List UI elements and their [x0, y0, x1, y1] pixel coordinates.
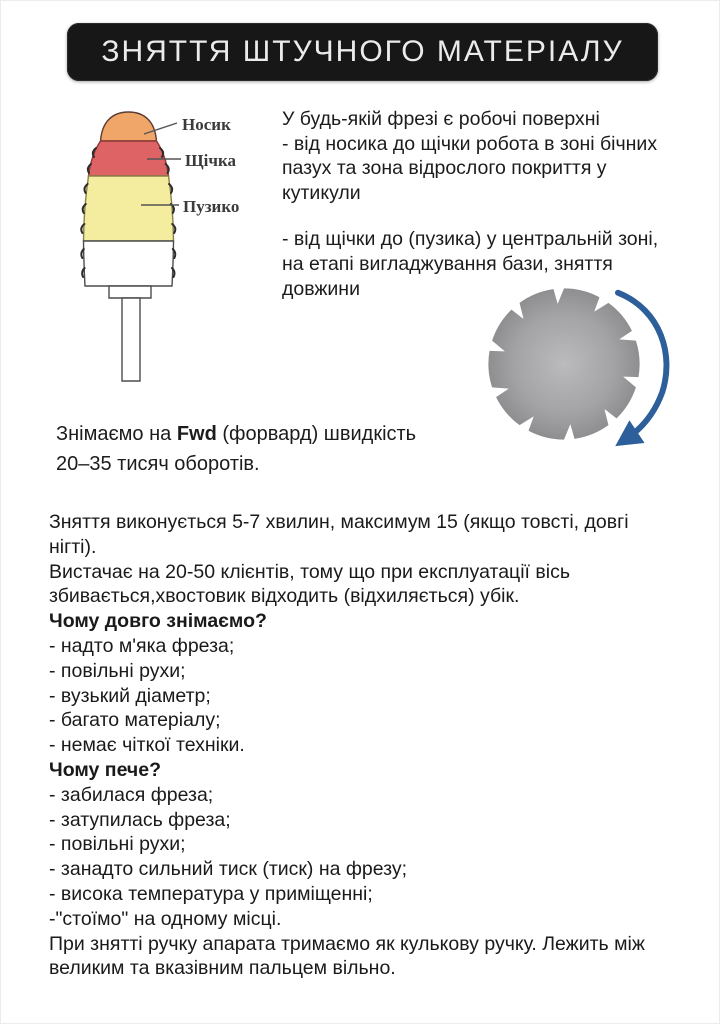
speed-mode: Fwd — [176, 423, 217, 445]
bit-belly-section — [84, 176, 174, 241]
bit-lower-section — [84, 241, 174, 286]
saw-blade-shape — [488, 288, 639, 439]
list-item: - повільні рухи; — [49, 659, 186, 682]
body-para3: При знятті ручку апарата тримаємо як кулькову ручку. Лежить між великим та вказівним пальцем вільно. — [49, 932, 645, 980]
bit-diagram — [71, 106, 256, 386]
bit-shank — [122, 298, 140, 381]
bit-nose-section — [101, 112, 157, 141]
list-item: - багато матеріалу; — [49, 709, 221, 732]
list-item: - забилася фреза; — [49, 783, 214, 806]
blade-image — [453, 254, 688, 474]
intro-line1: У будь-якій фрезі є робочі поверхні — [282, 108, 600, 130]
body-para1: Зняття виконується 5-7 хвилин, максимум 15 (якщо товсті, довгі нігті). — [49, 511, 629, 558]
heading-why-burns: Чому пече? — [49, 758, 162, 781]
speed-prefix: Знімаємо на — [56, 423, 177, 445]
page-title: ЗНЯТТЯ ШТУЧНОГО МАТЕРІАЛУ — [101, 35, 624, 68]
body-text — [49, 510, 651, 981]
list-item: - вузький діаметр; — [49, 684, 211, 707]
why-burns-list — [49, 783, 651, 932]
bit-label-nose: Носик — [182, 115, 231, 134]
why-long-list — [49, 634, 651, 758]
list-item: - висока температура у приміщенні; — [49, 882, 373, 905]
bit-label-belly: Пузико — [183, 197, 240, 216]
header-bar — [67, 23, 658, 81]
bit-collar — [109, 286, 151, 298]
list-item: - повільні рухи; — [49, 833, 186, 856]
list-item: - надто м'яка фреза; — [49, 634, 235, 657]
intro-item2: - від щічки до (пузика) у центральній зоні, на етапі вигладжування бази, зняття довжини — [282, 228, 659, 300]
list-item: -"стоїмо" на одному місці. — [49, 907, 282, 930]
list-item: - занадто сильний тиск (тиск) на фрезу; — [49, 858, 408, 881]
speed-suffix: (форвард) швидкість 20–35 тисяч оборотів. — [56, 423, 417, 475]
body-para2: Вистачає на 20-50 клієнтів, тому що при експлуатації вісь збивається,хвостовик відходить (відхиляється) убік. — [49, 560, 570, 608]
list-item: - затупилась фреза; — [49, 808, 231, 831]
intro-item1: - від носика до щічки робота в зоні бічних пазух та зона відрослого покриття у кутикули — [282, 132, 658, 204]
intro-gap — [282, 205, 677, 227]
heading-why-long: Чому довго знімаємо? — [49, 610, 267, 633]
list-item: - немає чіткої техніки. — [49, 734, 245, 757]
bit-label-cheek: Щічка — [185, 151, 237, 170]
speed-note — [56, 419, 434, 479]
